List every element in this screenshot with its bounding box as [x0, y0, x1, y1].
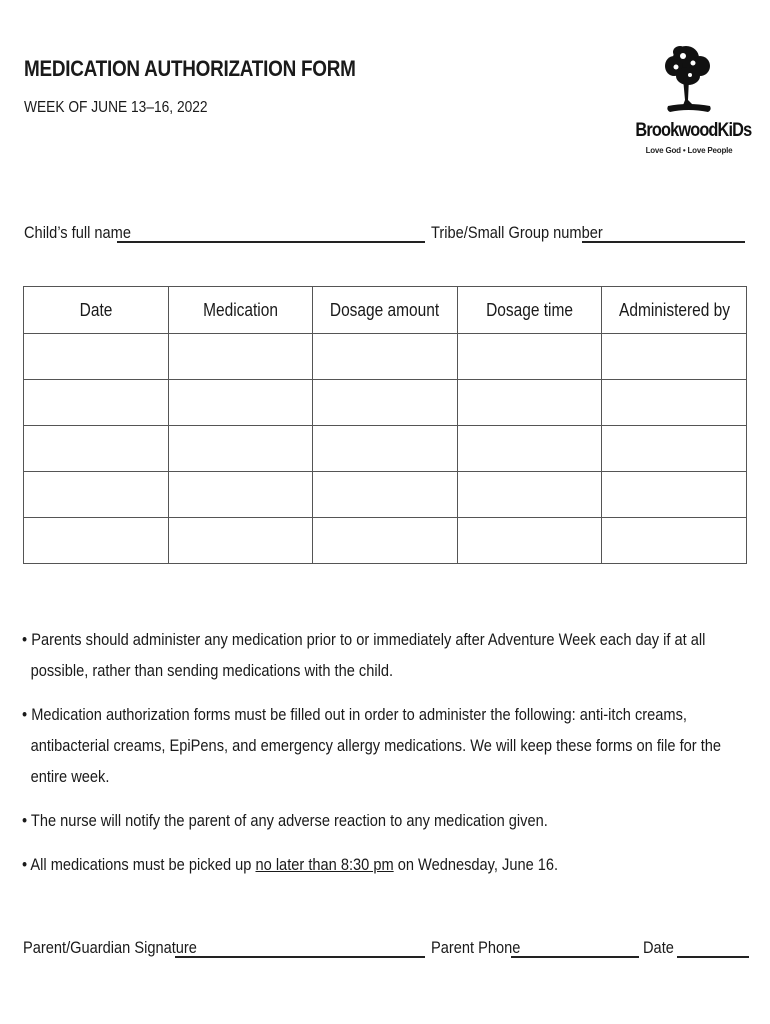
column-header-dosage-time: Dosage time: [457, 287, 602, 334]
table-cell[interactable]: [602, 426, 747, 472]
logo-tagline: Love God • Love People: [645, 146, 733, 155]
table-cell[interactable]: [168, 334, 313, 380]
brookwood-kids-logo: [626, 42, 752, 168]
medication-table: [23, 286, 747, 564]
table-cell[interactable]: [168, 518, 313, 564]
table-cell[interactable]: [602, 518, 747, 564]
pickup-deadline: no later than 8:30 pm: [255, 855, 394, 874]
table-cell[interactable]: [313, 334, 458, 380]
table-cell[interactable]: [313, 426, 458, 472]
group-number-label: Tribe/Small Group number: [431, 223, 603, 242]
child-name-label: Child’s full name: [24, 223, 132, 242]
signature-label: Parent/Guardian Signature: [23, 938, 197, 957]
note-text: Parents should administer any medication prior to or immediately after Adventure Week each day if at all possible, rather than sending medications with the child.: [30, 630, 706, 680]
table-cell[interactable]: [168, 426, 313, 472]
note-text: Medication authorization forms must be filled out in order to administer the following: anti-itch creams, antibacterial creams, EpiPens, and emergency allergy medications. We will keep these forms on file for the entire week.: [30, 705, 722, 786]
table-row: [24, 518, 747, 564]
phone-field[interactable]: [511, 942, 639, 958]
table-cell[interactable]: [24, 334, 169, 380]
column-header-medication: Medication: [168, 287, 313, 334]
table-row: [24, 472, 747, 518]
signature-row: [23, 938, 749, 958]
table-cell[interactable]: [457, 426, 602, 472]
list-item: [22, 624, 742, 686]
tree-icon: [626, 42, 752, 122]
child-name-field[interactable]: [117, 227, 425, 243]
signature-field[interactable]: [175, 942, 425, 958]
table-cell[interactable]: [168, 472, 313, 518]
column-header-administered-by: Administered by: [602, 287, 747, 334]
phone-label: Parent Phone: [431, 938, 521, 957]
table-cell[interactable]: [602, 472, 747, 518]
column-header-date: Date: [24, 287, 169, 334]
table-cell[interactable]: [457, 472, 602, 518]
child-info-row: [24, 223, 745, 243]
form-subtitle: WEEK OF JUNE 13–16, 2022: [24, 99, 208, 116]
note-text-start: All medications must be picked up: [30, 855, 256, 874]
table-cell[interactable]: [313, 518, 458, 564]
table-row: [24, 426, 747, 472]
list-item: [22, 849, 742, 880]
note-text: The nurse will notify the parent of any adverse reaction to any medication given.: [30, 811, 548, 830]
list-item: [22, 699, 742, 792]
table-cell[interactable]: [24, 426, 169, 472]
table-cell[interactable]: [313, 380, 458, 426]
note-text-end: on Wednesday, June 16.: [393, 855, 559, 874]
table-cell[interactable]: [602, 334, 747, 380]
table-row: [24, 334, 747, 380]
bullet: •: [22, 705, 28, 724]
list-item: [22, 805, 742, 836]
table-cell[interactable]: [602, 380, 747, 426]
table-cell[interactable]: [168, 380, 313, 426]
date-label: Date: [643, 938, 674, 957]
table-cell[interactable]: [24, 380, 169, 426]
bullet: •: [22, 630, 28, 649]
logo-wordmark: BrookwoodKiDs: [635, 120, 752, 141]
table-header-row: [24, 287, 747, 334]
table-cell[interactable]: [24, 518, 169, 564]
table-cell[interactable]: [457, 518, 602, 564]
bullet: •: [22, 855, 28, 874]
table-row: [24, 380, 747, 426]
bullet: •: [22, 811, 28, 830]
column-header-dosage-amount: Dosage amount: [313, 287, 458, 334]
table-cell[interactable]: [457, 380, 602, 426]
table-cell[interactable]: [457, 334, 602, 380]
form-title: MEDICATION AUTHORIZATION FORM: [24, 56, 356, 81]
table-cell[interactable]: [313, 472, 458, 518]
table-cell[interactable]: [24, 472, 169, 518]
instructions-list: [22, 624, 742, 893]
group-number-field[interactable]: [582, 227, 745, 243]
date-field[interactable]: [677, 942, 749, 958]
